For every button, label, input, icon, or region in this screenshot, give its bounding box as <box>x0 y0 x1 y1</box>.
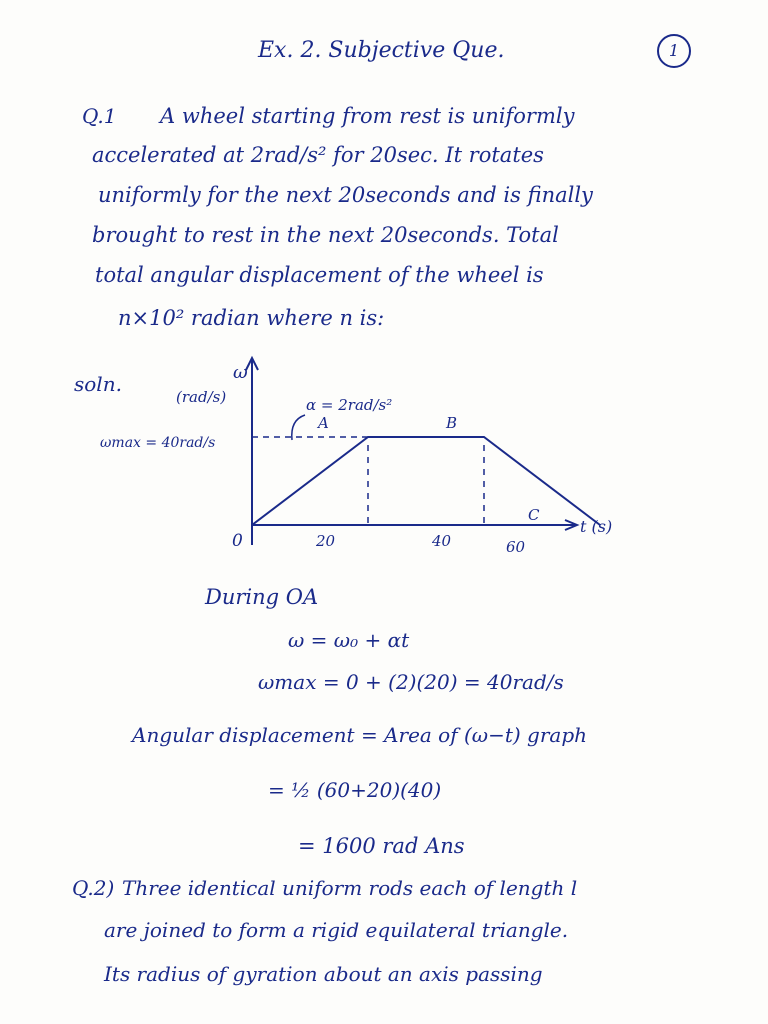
question-2-label: Q.2) <box>72 876 115 900</box>
omega-time-graph <box>0 350 768 580</box>
during-oa-heading: During OA <box>205 585 319 609</box>
x-tick-20: 20 <box>316 532 336 550</box>
page-number: 1 <box>657 34 691 68</box>
point-c-label: C <box>528 506 540 524</box>
page-title: Ex. 2. Subjective Que. <box>258 38 505 63</box>
question-1-line-4: brought to rest in the next 20seconds. Total <box>92 223 559 247</box>
question-2-line-3: Its radius of gyration about an axis passing <box>104 962 543 986</box>
question-1-line-1: A wheel starting from rest is uniformly <box>160 104 575 128</box>
equation-5: = 1600 rad Ans <box>298 834 465 858</box>
question-1-line-6: n×10² radian where n is: <box>118 306 385 330</box>
solution-label: soln. <box>74 372 122 396</box>
equation-3: Angular displacement = Area of (ω−t) graph <box>132 723 588 747</box>
question-2-line-1: Three identical uniform rods each of length l <box>122 876 578 900</box>
equation-1: ω = ω₀ + αt <box>288 628 410 652</box>
omega-max-label: ωmax = 40rad/s <box>100 435 216 451</box>
y-axis-unit: (rad/s) <box>176 388 227 406</box>
equation-4: = ½ (60+20)(40) <box>268 778 442 802</box>
omega-line <box>252 437 600 525</box>
point-b-label: B <box>446 414 458 432</box>
x-tick-60: 60 <box>506 538 526 556</box>
y-axis-label: ω <box>233 362 248 383</box>
question-1-line-3: uniformly for the next 20seconds and is finally <box>98 183 593 207</box>
question-1-line-2: accelerated at 2rad/s² for 20sec. It rotates <box>92 143 544 167</box>
x-tick-40: 40 <box>432 532 452 550</box>
alpha-label: α = 2rad/s² <box>306 396 393 414</box>
question-1-line-5: total angular displacement of the wheel is <box>95 263 544 287</box>
equation-2: ωmax = 0 + (2)(20) = 40rad/s <box>258 670 564 694</box>
point-a-label: A <box>318 414 329 432</box>
origin-label: 0 <box>232 531 243 551</box>
question-2-line-2: are joined to form a rigid equilateral triangle. <box>104 918 569 942</box>
question-1-label: Q.1 <box>82 104 117 128</box>
x-axis-label: t (s) <box>580 517 613 536</box>
